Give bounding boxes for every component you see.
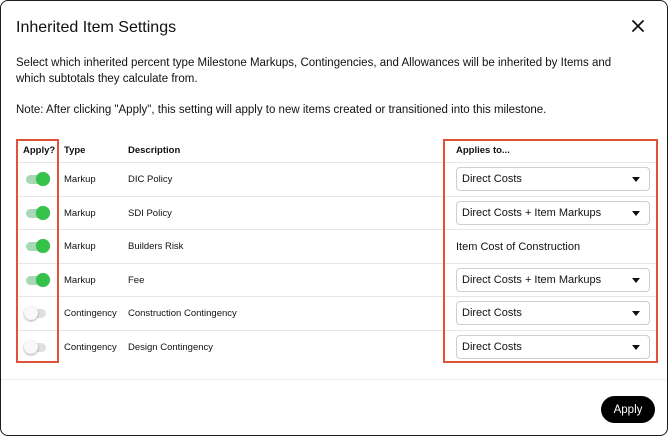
row-description: Design Contingency bbox=[128, 342, 214, 353]
dialog-description: Select which inherited percent type Milestone Markups, Contingencies, and Allowances will be inherited by Items and which subtotals they calculate from. bbox=[16, 57, 612, 85]
row-type: Contingency bbox=[64, 342, 117, 353]
row-type: Markup bbox=[64, 275, 96, 286]
applies-to-value: Direct Costs bbox=[462, 173, 522, 185]
header-apply: Apply? bbox=[23, 145, 56, 156]
applies-to-static: Item Cost of Construction bbox=[456, 240, 581, 253]
header-applies-to: Applies to... bbox=[456, 145, 510, 156]
row-type: Markup bbox=[64, 208, 96, 219]
close-icon[interactable] bbox=[630, 18, 646, 34]
applies-to-value: Direct Costs + Item Markups bbox=[462, 207, 602, 219]
dialog-note: Note: After clicking "Apply", this setting will apply to new items created or transitioned into this milestone. bbox=[16, 104, 547, 116]
footer-divider bbox=[1, 379, 667, 380]
applies-to-value: Direct Costs bbox=[462, 341, 522, 353]
applies-to-value: Direct Costs + Item Markups bbox=[462, 274, 602, 286]
row-description: SDI Policy bbox=[128, 208, 172, 219]
row-description: Fee bbox=[128, 275, 145, 286]
row-description: DIC Policy bbox=[128, 174, 173, 185]
apply-column-highlight bbox=[16, 139, 59, 363]
row-type: Contingency bbox=[64, 308, 117, 319]
apply-button[interactable]: Apply bbox=[601, 396, 655, 423]
applies-to-column-highlight bbox=[443, 139, 658, 363]
row-type: Markup bbox=[64, 241, 96, 252]
dialog-title: Inherited Item Settings bbox=[16, 19, 177, 36]
row-type: Markup bbox=[64, 174, 96, 185]
applies-to-value: Direct Costs bbox=[462, 307, 522, 319]
header-description: Description bbox=[128, 145, 181, 156]
header-type: Type bbox=[64, 145, 86, 156]
row-description: Construction Contingency bbox=[128, 308, 237, 319]
row-description: Builders Risk bbox=[128, 241, 184, 252]
